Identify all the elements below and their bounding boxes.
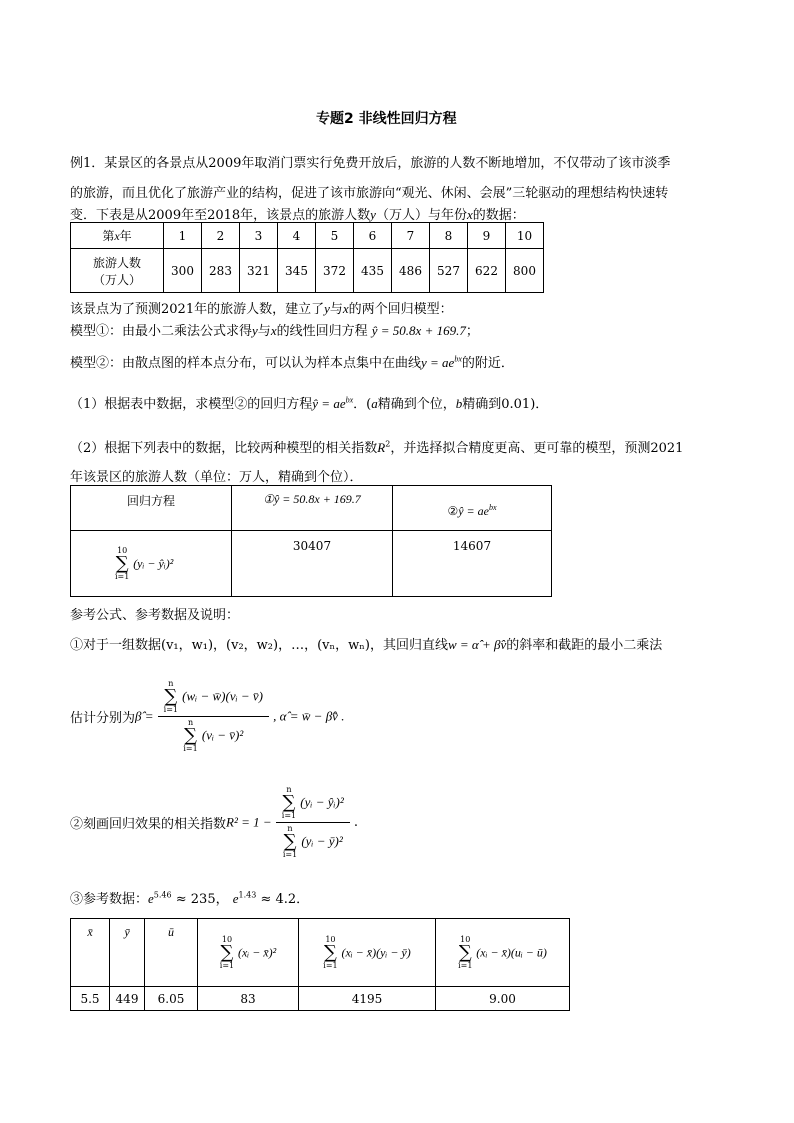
sxx-header: 10 ∑ i=1 (xᵢ − x̄)²	[198, 919, 299, 987]
model-1-residual: 30407	[232, 531, 393, 597]
table-row	[71, 987, 570, 1011]
year-header: 第x年	[71, 223, 164, 249]
reference-item-1: ①对于一组数据(v₁，w₁)，(v₂，w₂)，…，(vₙ，wₙ)，其回归直线w = α̂ + β̂v的斜率和截距的最小二乘法	[70, 637, 663, 653]
intro-text-c: 的数据：	[472, 208, 525, 223]
table-row	[71, 919, 570, 987]
intro-text-a: 变．下表是从2009年至2018年，该景点的旅游人数	[70, 208, 371, 223]
x-mean-header: x̄	[71, 919, 110, 987]
visitor-cell: 372	[316, 249, 354, 293]
intro-text-b: （万人）与年份	[375, 208, 467, 223]
year-cell: 7	[392, 223, 430, 249]
visitor-cell: 321	[240, 249, 278, 293]
table-row	[71, 223, 544, 249]
year-cell: 4	[278, 223, 316, 249]
visitor-cell: 345	[278, 249, 316, 293]
year-cell: 6	[354, 223, 392, 249]
models-intro: 该景点为了预测2021年的旅游人数，建立了y与x的两个回归模型：	[70, 301, 453, 317]
intro-line-1: 例1．某景区的各景点从2009年取消门票实行免费开放后，旅游的人数不断地增加，不仅带动了该市淡季	[70, 156, 671, 171]
year-cell: 1	[164, 223, 202, 249]
x-mean-value: 5.5	[71, 987, 110, 1011]
year-cell: 2	[202, 223, 240, 249]
question-1: （1）根据表中数据，求模型②的回归方程ŷ = $ae^{bx}$．(a精确到个位，b精确到0.01)．	[70, 395, 549, 412]
sxu-value: 9.00	[436, 987, 570, 1011]
residual-sum-label: 10 ∑ i=1 (yᵢ − ŷᵢ)²	[71, 531, 232, 597]
u-mean-header: ū	[145, 919, 198, 987]
intro-line-3	[70, 204, 525, 223]
year-cell: 9	[468, 223, 506, 249]
beta-fraction: n ∑ i=1 (wᵢ − w̄)(vᵢ − v̄) n ∑ i=1 (vᵢ − v̄)²	[158, 680, 269, 753]
visitors-header: 旅游人数 （万人）	[71, 249, 164, 293]
table-row	[71, 531, 552, 597]
visitor-cell: 300	[164, 249, 202, 293]
tourism-data-table	[70, 222, 544, 293]
reference-data-table	[70, 918, 570, 1011]
u-mean-value: 6.05	[145, 987, 198, 1011]
least-squares-formula: 估计分别为β̂ = n ∑ i=1 (wᵢ − w̄)(vᵢ − v̄) n ∑ i=1 (vᵢ − v̄)² , α̂ = w̄ − β̂v̄ .	[70, 679, 345, 753]
table-row	[71, 249, 544, 293]
visitor-cell: 486	[392, 249, 430, 293]
page-title: 专题2 非线性回归方程	[316, 111, 457, 127]
visitor-cell: 622	[468, 249, 506, 293]
y-mean-header: ȳ	[110, 919, 145, 987]
intro-line-2: 的旅游，而且优化了旅游产业的结构，促进了该市旅游向“观光、休闲、会展”三轮驱动的理想结构快速转	[70, 186, 669, 201]
sxu-header: 10 ∑ i=1 (xᵢ − x̄)(uᵢ − ū)	[436, 919, 570, 987]
model-1: 模型①：由最小二乘法公式求得y与x的线性回归方程 ŷ = 50.8x + 169.7；	[70, 323, 479, 339]
regression-header: 回归方程	[71, 486, 232, 531]
sxy-value: 4195	[299, 987, 436, 1011]
question-2-line-1: （2）根据下列表中的数据，比较两种模型的相关指数$R^2$，并选择拟合精度更高、更可靠的模型，预测2021	[70, 439, 684, 456]
model-1-header: ①ŷ = 50.8x + 169.7	[232, 486, 393, 531]
sxx-value: 83	[198, 987, 299, 1011]
year-cell: 8	[430, 223, 468, 249]
model-1-equation: ŷ = 50.8x + 169.7	[371, 323, 466, 338]
y-mean-value: 449	[110, 987, 145, 1011]
reference-title: 参考公式、参考数据及说明：	[70, 608, 240, 623]
model-2-header: ②ŷ = $ae^{bx}$	[393, 486, 552, 531]
visitor-cell: 800	[506, 249, 544, 293]
var-y: y	[370, 207, 376, 222]
r-squared-fraction: n ∑ i=1 (yᵢ − ŷᵢ)² n ∑ i=1 (yᵢ − ȳ)²	[276, 786, 350, 859]
model-2-equation: y = ae	[421, 355, 455, 370]
model-2: 模型②：由散点图的样本点分布，可以认为样本点集中在曲线$y = ae^{bx}$的附近．	[70, 354, 514, 371]
reference-data: ③参考数据：$e^{5.46} \approx 235$， $e^{1.43} \approx 4.2$．	[70, 890, 310, 907]
model-comparison-table	[70, 485, 552, 597]
var-x: x	[466, 207, 473, 222]
question-2-line-2: 年该景区的旅游人数（单位：万人，精确到个位）．	[70, 470, 363, 485]
year-cell: 10	[506, 223, 544, 249]
table-row	[71, 486, 552, 531]
visitor-cell: 435	[354, 249, 392, 293]
year-cell: 5	[316, 223, 354, 249]
sxy-header: 10 ∑ i=1 (xᵢ − x̄)(yᵢ − ȳ)	[299, 919, 436, 987]
r-squared-formula: ②刻画回归效果的相关指数R² = 1 − n ∑ i=1 (yᵢ − ŷᵢ)² n ∑ i=1 (yᵢ − ȳ)² .	[70, 785, 359, 859]
visitor-cell: 527	[430, 249, 468, 293]
model-2-residual: 14607	[393, 531, 552, 597]
visitor-cell: 283	[202, 249, 240, 293]
year-cell: 3	[240, 223, 278, 249]
